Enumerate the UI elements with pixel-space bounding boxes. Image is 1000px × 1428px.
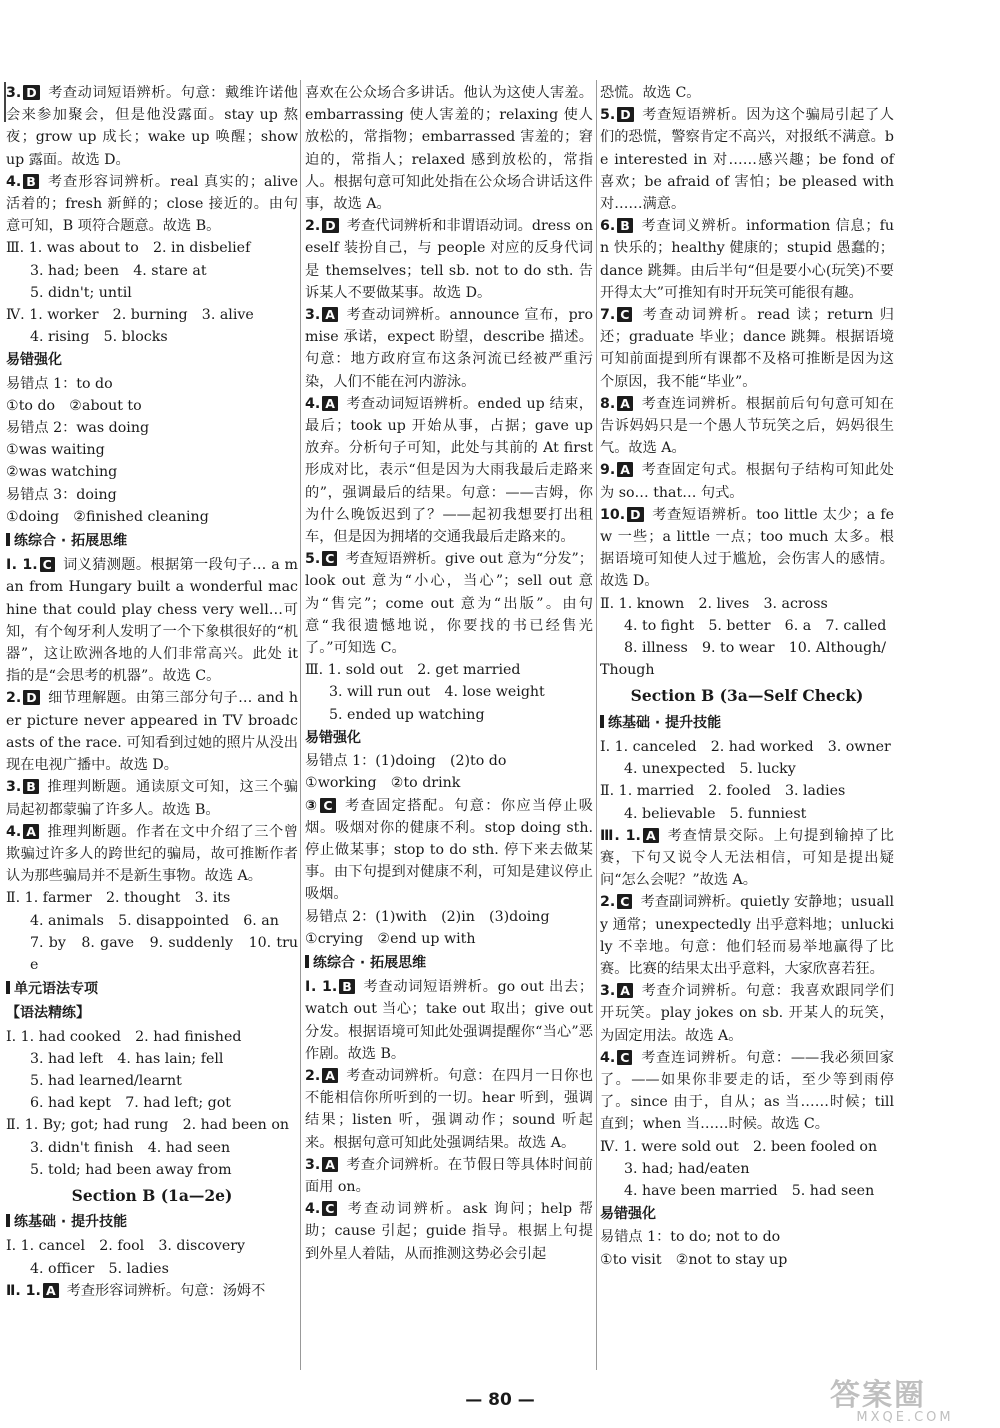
answer-letter-badge: A [322, 1157, 338, 1172]
item-number: 3. [6, 85, 22, 101]
answer-letter-badge: D [617, 107, 633, 122]
continued-paragraph: 喜欢在公众场合多讲话。他认为这使人害羞。embarrassing 使人害羞的；relaxing 使人放松的，常指物；embarrassed 害羞的；窘迫的，常指人；relaxed 感到放松的，常指人。根据句意可知此处指在公众场合讲话这件事，故选 A。 [305, 85, 593, 213]
answer-explanation: 考查固定搭配。句意：你应当停止吸烟。吸烟对你的健康不利。stop doing sth. 停止做某事；stop to do sth. 停下来去做某事。由下句提到对健康不利，可知是建议停止吸烟。 [305, 797, 593, 903]
answer-line: 4. have been married 5. had seen [624, 1182, 875, 1199]
section-heading-text: 练综合 · 拓展思维 [313, 954, 427, 971]
watermark-logo [830, 1370, 980, 1425]
answer-line: 8. illness 9. to wear 10. Although/ [624, 640, 887, 657]
answer-explanation: 考查代词辨析和非谓语动词。dress oneself 装扮自己，与 people 对应的反身代词是 themselves；tell sb. not to do sth. 告诉某人不要做某事。故选 D。 [305, 218, 593, 301]
item-number: ③ [305, 797, 319, 814]
item-number: 10. [600, 506, 626, 523]
answer-item [305, 795, 593, 906]
answer-line: 4. rising 5. blocks [30, 329, 168, 346]
answer-item [305, 1154, 593, 1198]
answer-item [6, 554, 298, 687]
answer-line: ①was waiting [6, 442, 105, 459]
watermark-text: 答案圈 [830, 1378, 926, 1413]
item-number: 2. [6, 690, 22, 707]
answer-explanation: 词义猜测题。根据第一段句子… a man from Hungary built a wonderful machine that could play chess very well…可知，有个匈牙利人发明了一个下象棋很好的“机器”，这让欧洲各地的人们非常高兴。此处 it 指的是“会思考的机器”。故选 C。 [6, 557, 298, 685]
answer-explanation: 考查形容词辨析。real 真实的；alive 活着的；fresh 新鲜的；close 接近的。由句意可知，B 项符合题意。故选 B。 [6, 173, 298, 235]
answer-letter-badge: B [23, 174, 39, 189]
answer-line: Ⅰ. 1. canceled 2. had worked 3. owner [600, 738, 891, 755]
subheading: 易错强化 [6, 352, 62, 369]
answer-item [305, 393, 593, 548]
answer-letter-badge: D [23, 690, 39, 705]
item-number: Ⅲ. 1. [600, 827, 641, 844]
answer-letter-badge: A [322, 396, 338, 411]
item-number: 6. [600, 218, 616, 235]
section-heading [6, 1211, 298, 1233]
answer-line: Though [600, 662, 655, 679]
answer-item [600, 215, 894, 304]
answer-letter-badge: A [322, 1068, 338, 1083]
answer-line: ①working ②to drink [305, 775, 461, 792]
item-number: 5. [600, 107, 616, 124]
answer-explanation: 考查动词辨析。句意：在四月一日你也不能相信你所听到的一切。hear 听到，强调结果；listen 听，强调动作；sound 听起来。根据句意可知此处强调结果。故选 A。 [305, 1067, 593, 1151]
answer-explanation: 考查情景交际。上句提到输掉了比赛，下句又说令人无法相信，可知是提出疑问“怎么会呢？”故选 A。 [600, 827, 894, 889]
answer-item [600, 1047, 894, 1136]
answer-explanation: 考查短语辨析。give out 意为“分发”；look out 意为“小心，当心”；sell out 意为“售完”；come out 意为“出版”。由句意“我很遗憾地说，你要找的书已经售光了。”可知选 C。 [305, 551, 593, 657]
answer-letter-badge: D [23, 85, 39, 100]
section-title: Section B (1a—2e) [71, 1185, 233, 1205]
answer-letter-badge: C [617, 1050, 632, 1065]
item-number: 2. [305, 218, 321, 235]
answer-line: ①crying ②end up with [305, 930, 476, 947]
heading-bar-icon [6, 981, 10, 994]
answer-item [305, 1065, 593, 1154]
answer-explanation: 考查动词辨析。read 读；return 归还；graduate 毕业；dance 跳舞。根据语境可知前面提到所有课都不及格可推断是因为这个原因，我不能“毕业”。 [600, 307, 894, 390]
answer-letter-badge: B [23, 779, 39, 794]
section-heading-text: 练基础 · 提升技能 [14, 1214, 128, 1231]
answer-line: 易错点 2：was doing [6, 420, 150, 437]
answer-explanation: 考查固定句式。根据句子结构可知此处为 so… that… 句式。 [600, 462, 894, 501]
answer-line: 4. to fight 5. better 6. a 7. called [624, 617, 887, 634]
answer-explanation: 推理判断题。作者在文中介绍了三个曾欺骗过许多人的跨世纪的骗局，故可推断作者认为那些骗局并不是新生事物。故选 A。 [6, 823, 298, 885]
answer-line: ①to do ②about to [6, 397, 142, 414]
item-number: 4. [305, 1201, 321, 1218]
answer-line: Ⅱ. 1. married 2. fooled 3. ladies [600, 783, 846, 800]
answer-line: 4. unexpected 5. lucky [624, 761, 796, 778]
column-left [6, 82, 298, 1302]
section-heading [600, 712, 894, 734]
answer-explanation: 考查动词短语辨析。句意：戴维许诺他会来参加聚会，但是他没露面。stay up 熬夜；grow up 成长；wake up 唤醒；show up 露面。故选 D。 [6, 85, 298, 168]
answer-item [600, 104, 894, 215]
item-number: 3. [305, 1156, 321, 1173]
answer-letter-badge: A [617, 396, 633, 411]
answer-item [305, 548, 593, 659]
answer-line: 5. told; had been away from [30, 1161, 232, 1178]
answer-line: Ⅱ. 1. known 2. lives 3. across [600, 595, 828, 612]
answer-line: 易错点 2：(1)with (2)in (3)doing [305, 908, 550, 925]
answer-explanation: 考查动词短语辨析。go out 出去；watch out 当心；take out 取出；give out 分发。根据语境可知此处强调提醒你“当心”恶作剧。故选 B。 [305, 979, 594, 1062]
answer-item [6, 776, 298, 820]
answer-item [305, 976, 593, 1065]
answer-item [600, 980, 894, 1047]
answer-letter-badge: C [320, 798, 335, 813]
answer-explanation: 考查介词辨析。句意：我喜欢跟同学们开玩笑。play jokes on sb. 开某人的玩笑，为固定用法。故选 A。 [600, 983, 894, 1044]
answer-item [600, 393, 894, 460]
answer-line: 4. officer 5. ladies [30, 1260, 169, 1277]
item-number: 3. [6, 779, 22, 796]
item-number: 3. [305, 307, 321, 324]
answer-line: 3. had; been 4. stare at [30, 262, 207, 279]
answer-letter-badge: A [322, 307, 338, 322]
column-divider-1 [300, 80, 301, 1370]
item-number: 4. [600, 1049, 616, 1066]
section-heading-text: 练基础 · 提升技能 [608, 714, 722, 731]
item-number: 8. [600, 395, 616, 412]
heading-bar-icon [6, 533, 10, 546]
answer-explanation: 考查形容词辨析。句意：汤姆不 [66, 1282, 266, 1299]
answer-line: Ⅱ. 1. By; got; had rung 2. had been on [6, 1117, 290, 1134]
answer-letter-badge: A [23, 824, 39, 839]
answer-explanation: 考查短语辨析。too little 太少；a few 一些；a little 一点；too much 太多。根据语境可知使人过于尴尬，会伤害人的感情。故选 D。 [600, 506, 894, 590]
answer-explanation: 考查动词辨析。ask 询问；help 帮助；cause 引起；guide 指导。根据上句提到外星人着陆，从而推测这势必会引起 [305, 1201, 593, 1262]
answer-letter-badge: A [43, 1283, 59, 1298]
answer-item [600, 504, 894, 593]
answer-letter-badge: A [617, 462, 633, 477]
answer-letter-badge: B [339, 979, 355, 994]
answer-line: 易错点 1：(1)doing (2)to do [305, 753, 507, 770]
answer-item [305, 1198, 593, 1265]
answer-line: Ⅳ. 1. were sold out 2. been fooled on [600, 1138, 878, 1155]
answer-line: Ⅰ. 1. cancel 2. fool 3. discovery [6, 1238, 246, 1255]
answer-item [600, 891, 894, 980]
answer-item [6, 821, 298, 888]
item-number: 4. [6, 823, 22, 840]
answer-explanation: 考查副词辨析。quietly 安静地；usually 通常；unexpectedly 出乎意料地；unluckily 不幸地。句意：他们轻而易举地赢得了比赛。比赛的结果太出乎意料，大家欣喜若狂。 [600, 894, 894, 977]
item-number: 4. [305, 395, 321, 412]
answer-line: 3. had left 4. has lain; fell [30, 1050, 224, 1067]
answer-explanation: 考查动词辨析。announce 宣布，promise 承诺，expect 盼望，describe 描述。句意：地方政府宣布这条河流已经被严重污染，人们不能在河内游泳。 [305, 307, 593, 390]
continued-paragraph: 恐慌。故选 C。 [600, 85, 701, 101]
answer-line: 5. didn't; until [30, 284, 132, 301]
answer-line: ①to visit ②not to stay up [600, 1251, 788, 1268]
answer-item [305, 215, 593, 304]
answer-line: 3. didn't finish 4. had seen [30, 1139, 231, 1156]
answer-explanation: 考查连词辨析。根据前后句句意可知在告诉妈妈只是一个愚人节玩笑之后，妈妈很生气。故选 A。 [600, 395, 894, 457]
answer-explanation: 考查连词辨析。句意：——我必须回家了。——如果你非要走的话，至少等到雨停了。since 由于，自从；as 当……时候；till 直到；when 当……时候。故选 C。 [600, 1049, 894, 1133]
answer-item [6, 82, 298, 171]
answer-explanation: 细节理解题。由第三部分句子… and her picture never appeared in TV broadcasts of the race. 可知看到过她的照片从没出现在电视广播中。故选 D。 [6, 690, 298, 774]
column-divider-2 [596, 80, 597, 1370]
item-number: 5. [305, 551, 321, 568]
answer-letter-badge: A [643, 828, 659, 843]
answer-line: 3. will run out 4. lose weight [329, 684, 545, 701]
item-number: Ⅰ. 1. [305, 979, 338, 996]
column-right [600, 82, 894, 1271]
answer-item [6, 687, 298, 776]
answer-line: 5. had learned/learnt [30, 1072, 182, 1089]
item-number: 3. [600, 983, 616, 1000]
answer-line: ①doing ②finished cleaning [6, 508, 209, 525]
item-number: 9. [600, 462, 616, 479]
item-number: 4. [6, 173, 22, 190]
answer-letter-badge: A [617, 983, 633, 998]
answer-explanation: 考查短语辨析。因为这个骗局引起了人们的恐慌，警察肯定不高兴，对报纸不满意。be interested in 对……感兴趣；be fond of 喜欢；be afraid of 害怕；be pleased with 对……满意。 [600, 107, 894, 213]
answer-letter-badge: D [627, 507, 643, 522]
page-number: — 80 — [465, 1390, 535, 1410]
item-number: 2. [305, 1067, 321, 1084]
section-heading-text: 单元语法专项 [14, 981, 98, 998]
answer-explanation: 考查介词辨析。在节假日等具体时间前面用 on。 [305, 1156, 593, 1195]
answer-line: 4. animals 5. disappointed 6. an [30, 912, 279, 929]
heading-bar-icon [305, 955, 309, 968]
answer-letter-badge: C [322, 1201, 337, 1216]
answer-letter-badge: B [617, 218, 633, 233]
item-number: 2. [600, 894, 616, 911]
answer-item [6, 171, 298, 238]
answer-item [600, 459, 894, 503]
answer-line: 易错点 1：to do; not to do [600, 1229, 781, 1246]
answer-item [6, 1280, 298, 1302]
answer-explanation: 推理判断题。通读原文可知，这三个骗局起初都蒙骗了许多人。故选 B。 [6, 779, 298, 818]
answer-line: 3. had; had/eaten [624, 1160, 750, 1177]
heading-bar-icon [6, 1214, 10, 1227]
answer-line: 4. believable 5. funniest [624, 805, 807, 822]
answer-letter-badge: C [617, 894, 632, 909]
answer-letter-badge: C [40, 557, 55, 572]
section-heading-text: 练综合 · 拓展思维 [14, 533, 128, 550]
heading-bar-icon [600, 715, 604, 728]
answer-line: Ⅱ. 1. farmer 2. thought 3. its [6, 890, 231, 907]
answer-letter-badge: C [617, 307, 632, 322]
section-title: Section B (3a—Self Check) [630, 686, 864, 706]
answer-line: ②was watching [6, 464, 118, 481]
section-heading [6, 530, 298, 552]
answer-line: Ⅳ. 1. worker 2. burning 3. alive [6, 307, 254, 324]
item-number: 7. [600, 307, 616, 324]
answer-line: 易错点 1：to do [6, 375, 113, 392]
section-heading [6, 978, 298, 1000]
answer-line: Ⅰ. 1. had cooked 2. had finished [6, 1028, 242, 1045]
watermark-url: MXQE.COM [856, 1410, 954, 1425]
section-heading [305, 952, 593, 974]
item-number: Ⅰ. 1. [6, 557, 38, 574]
answer-line: Ⅲ. 1. was about to 2. in disbelief [6, 240, 251, 257]
answer-line: 7. by 8. gave 9. suddenly 10. true [30, 934, 298, 973]
answer-explanation: 考查词义辨析。information 信息；fun 快乐的；healthy 健康的；stupid 愚蠢的；dance 跳舞。由后半句“但是要小心(玩笑)不要开得太大”可推知有时开玩笑可能很有趣。 [600, 218, 894, 301]
answer-item [600, 304, 894, 393]
column-middle [305, 82, 593, 1265]
answer-item [600, 825, 894, 892]
answer-line: Ⅲ. 1. sold out 2. get married [305, 662, 521, 679]
subheading: 【语法精练】 [6, 1005, 90, 1022]
subheading: 易错强化 [305, 729, 361, 746]
answer-letter-badge: C [322, 551, 337, 566]
answer-line: 6. had kept 7. had left; got [30, 1095, 231, 1112]
item-number: Ⅱ. 1. [6, 1282, 41, 1299]
answer-explanation: 考查动词短语辨析。ended up 结束，最后；took up 开始从事，占据；gave up 放弃。分析句子可知，此处与其前的 At first 形成对比，表示“但是因为大雨我最后走路来的”，强调最后的结果。句意：——吉姆，你为什么晚饭迟到了？——起初我想要打出租车，但是因为拥堵的交通我最后走路来的。 [305, 395, 593, 546]
subheading: 易错强化 [600, 1206, 656, 1223]
answer-letter-badge: D [322, 218, 338, 233]
answer-line: 5. ended up watching [329, 706, 485, 723]
answer-line: 易错点 3：doing [6, 486, 117, 503]
answer-item [305, 304, 593, 393]
